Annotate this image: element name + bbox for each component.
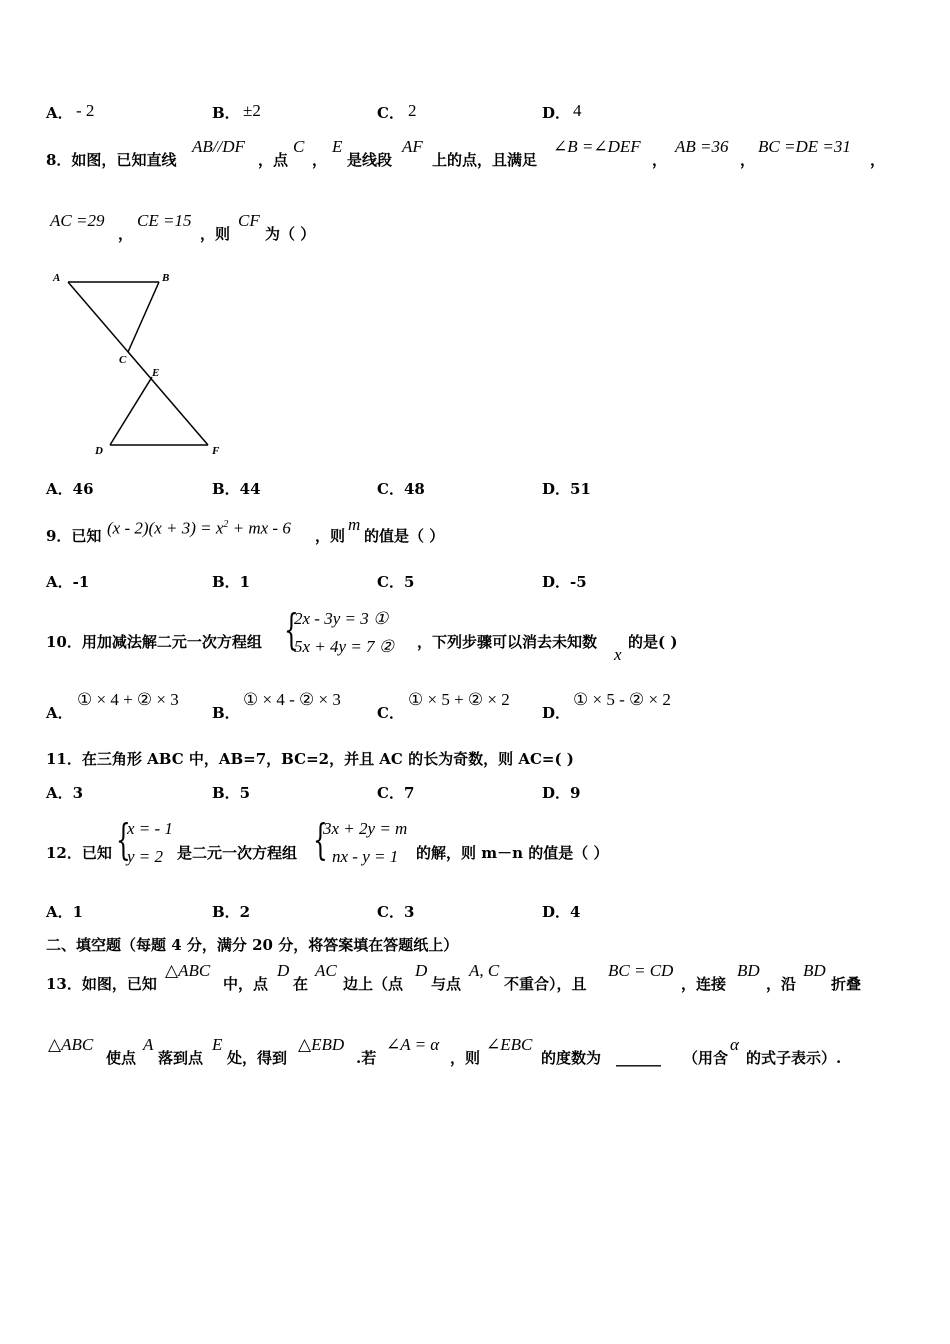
q13-text-6: ，连接 (681, 975, 727, 993)
q7-option-a-value: - 2 (76, 101, 95, 120)
q10-text-1: ，下列步骤可以消去未知数 (417, 633, 598, 651)
q9-number: 9．已知 (46, 527, 102, 545)
segment-af (68, 282, 208, 445)
q8-math-1: AB//DF (192, 137, 245, 156)
q10-option-a-value: ① × 4 + ② × 3 (77, 690, 179, 709)
q12-text-2: 的解，则 m－n 的值是（ ） (416, 844, 609, 862)
q11-option-a: A．3 (46, 784, 84, 802)
point-e-label: E (152, 367, 160, 379)
q13-text-10: 落到点 (158, 1049, 204, 1067)
q8-math-6: AB =36 (675, 137, 729, 156)
q8-text-8: ， (118, 225, 134, 243)
q9-expr-left: (x - 2)(x + 3) = x (107, 518, 224, 538)
q9-text-1: ，则 (315, 527, 346, 545)
point-a-label: A (53, 272, 61, 284)
q13-math-2: D (277, 961, 290, 980)
q9-option-b: B．1 (212, 573, 251, 591)
point-f-label: F (212, 445, 220, 457)
q8-option-a: A．46 (46, 480, 94, 498)
q8-math-8: AC =29 (50, 211, 105, 230)
q11-option-d: D．9 (542, 784, 581, 802)
q13-math-6: BC = CD (608, 961, 674, 980)
q13-text-16: 的式子表示）. (746, 1049, 842, 1067)
q10-option-b-label: B． (212, 704, 240, 722)
q13-math-14: ∠EBC (486, 1035, 533, 1054)
q12-solution-x: x = - 1 (127, 819, 173, 838)
point-b-label: B (162, 272, 170, 284)
q8-option-b: B．44 (212, 480, 261, 498)
q10-option-d-value: ① × 5 - ② × 2 (573, 690, 671, 709)
q13-math-9: △ABC (48, 1035, 94, 1054)
q7-option-c-label: C． (377, 104, 404, 122)
q13-answer-blank[interactable]: ______ (616, 1049, 661, 1067)
q13-text-1: 中，点 (223, 975, 269, 993)
q8-text-3: 是线段 (347, 151, 393, 169)
q13-text-14: 的度数为 (541, 1049, 602, 1067)
q12-option-c: C．3 (377, 903, 415, 921)
q12-equation-1: 3x + 2y = m (323, 819, 408, 838)
q12-option-b: B．2 (212, 903, 251, 921)
q13-math-1: △ABC (165, 961, 211, 980)
q13-text-7: ，沿 (766, 975, 797, 993)
q8-text-7: ， (870, 151, 886, 169)
q9-expr-right: + mx - 6 (228, 518, 291, 538)
q11-option-b: B．5 (212, 784, 251, 802)
q13-text-2: 在 (293, 975, 309, 993)
section-2-heading: 二、填空题（每题 4 分，满分 20 分，将答案填在答题纸上） (46, 936, 459, 954)
q8-text-10: 为（ ） (265, 225, 316, 243)
q13-math-12: △EBD (298, 1035, 345, 1054)
q8-text-5: ， (652, 151, 668, 169)
q13-text-15: （用含 (683, 1049, 729, 1067)
q7-option-a-label: A． (46, 104, 73, 122)
q11-text: 11．在三角形 ABC 中，AB=7，BC=2，并且 AC 的长为奇数，则 AC=( ) (46, 750, 574, 768)
q12-option-d: D．4 (542, 903, 581, 921)
q13-math-5: A, C (469, 961, 500, 980)
q12-brace-1: { (116, 815, 131, 864)
q8-text-9: ，则 (200, 225, 231, 243)
q10-option-c-label: C． (377, 704, 404, 722)
q7-option-d-label: D． (542, 104, 571, 122)
q12-solution-y: y = 2 (127, 847, 164, 866)
q9-equation (107, 515, 291, 539)
q13-text-3: 边上（点 (343, 975, 404, 993)
q11-option-c: C．7 (377, 784, 415, 802)
q10-text-2: 的是( ) (628, 633, 678, 651)
q13-text-9: 使点 (106, 1049, 137, 1067)
q9-option-d: D．-5 (542, 573, 587, 591)
q12-brace-2: { (313, 815, 328, 864)
q10-equation-1: 2x - 3y = 3 ① (294, 609, 389, 628)
q13-math-10: A (143, 1035, 154, 1054)
q13-text-8: 折叠 (831, 975, 862, 993)
q8-text-2: ， (312, 151, 328, 169)
q8-number: 8．如图，已知直线 (46, 151, 177, 169)
q9-text-2: 的值是（ ） (364, 527, 445, 545)
q8-math-4: AF (402, 137, 423, 156)
q13-math-8: BD (803, 961, 826, 980)
q13-text-13: ，则 (450, 1049, 481, 1067)
q8-text-1: ，点 (258, 151, 289, 169)
q13-math-11: E (212, 1035, 223, 1054)
q13-math-15: α (730, 1035, 739, 1054)
q8-math-5: ∠B =∠DEF (553, 137, 641, 156)
q10-option-b-value: ① × 4 - ② × 3 (243, 690, 341, 709)
q13-math-4: D (415, 961, 428, 980)
q7-option-c-value: 2 (408, 101, 417, 120)
q12-option-a: A．1 (46, 903, 84, 921)
q10-brace: { (284, 605, 299, 654)
q8-figure (40, 265, 240, 465)
q7-option-d-value: 4 (573, 101, 582, 120)
q13-math-3: AC (315, 961, 337, 980)
q13-math-13: ∠A = α (386, 1035, 440, 1054)
q9-option-c: C．5 (377, 573, 415, 591)
q10-number: 10．用加减法解二元一次方程组 (46, 633, 262, 651)
q13-text-4: 与点 (431, 975, 462, 993)
q7-option-b-value: ±2 (243, 101, 261, 120)
q13-number: 13．如图，已知 (46, 975, 157, 993)
q13-text-5: 不重合），且 (504, 975, 587, 993)
point-c-label: C (119, 354, 127, 366)
q7-option-b-label: B． (212, 104, 240, 122)
q10-equation-2: 5x + 4y = 7 ② (294, 637, 395, 656)
point-d-label: D (95, 445, 103, 457)
q13-text-11: 处，得到 (227, 1049, 288, 1067)
q12-number: 12．已知 (46, 844, 112, 862)
q10-option-d-label: D． (542, 704, 571, 722)
q8-math-9: CE =15 (137, 211, 192, 230)
q10-var-x: x (614, 645, 622, 664)
q8-option-c: C．48 (377, 480, 425, 498)
segment-bc (128, 282, 159, 352)
q12-text-1: 是二元一次方程组 (177, 844, 298, 862)
q8-math-3: E (332, 137, 343, 156)
q9-var-m: m (348, 515, 361, 534)
q8-option-d: D．51 (542, 480, 591, 498)
q13-text-12: .若 (356, 1049, 377, 1067)
q8-math-2: C (293, 137, 305, 156)
q8-math-10: CF (238, 211, 260, 230)
q10-option-c-value: ① × 5 + ② × 2 (408, 690, 510, 709)
q12-equation-2: nx - y = 1 (332, 847, 399, 866)
q8-math-7: BC =DE =31 (758, 137, 851, 156)
q8-text-4: 上的点，且满足 (432, 151, 538, 169)
segment-ed (110, 377, 152, 445)
q9-exponent: 2 (223, 519, 229, 530)
q10-option-a-label: A． (46, 704, 73, 722)
q13-math-7: BD (737, 961, 760, 980)
q9-option-a: A．-1 (46, 573, 90, 591)
q8-text-6: ， (740, 151, 756, 169)
